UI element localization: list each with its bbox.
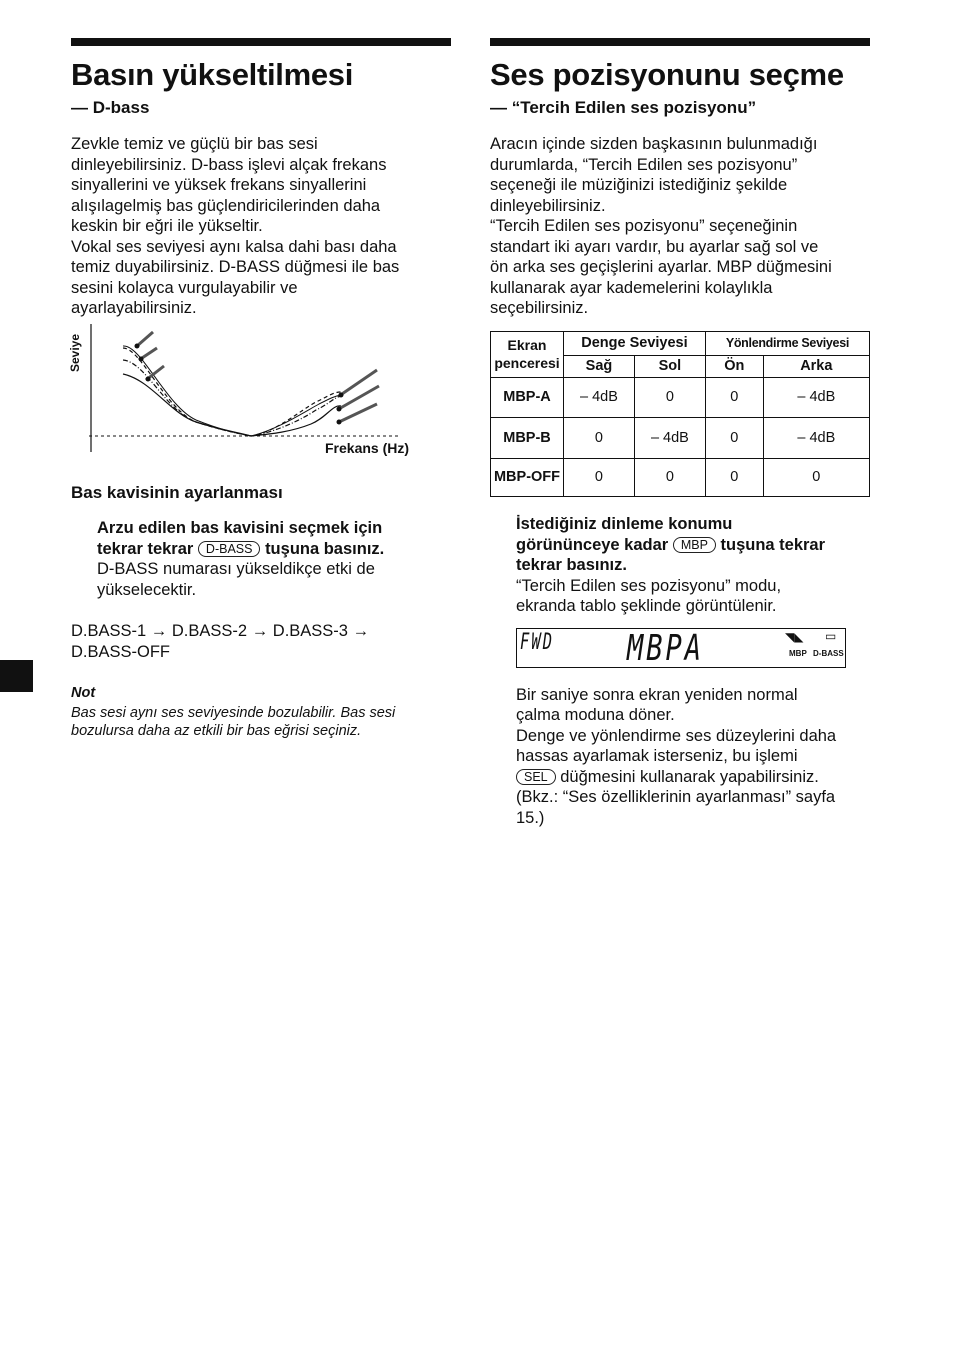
knob-marker [137,332,153,346]
step-detail: “Tercih Edilen ses pozisyonu” modu, [516,576,782,595]
table-cell: – 4dB [763,417,869,458]
text-line [516,767,876,788]
curve-2 [123,348,341,436]
text-line: çalma moduna döner. [516,706,675,724]
table-cell: 0 [705,417,763,458]
step-text-line [516,535,876,556]
text-line: düğmesini kullanarak yapabilirsiniz. [560,767,819,786]
table-header: Sağ [564,355,635,377]
page-side-tab [0,660,33,692]
arrow-icon: → [352,622,370,640]
table-cell: 0 [705,458,763,496]
text-line: seçebilirsiniz. [490,299,589,317]
text-line: ayarlayabilirsiniz. [71,299,197,317]
intro-paragraph [490,134,870,319]
note-text: bozulursa daha az etkili bir bas eğrisi seçiniz. [71,722,362,739]
sequence-item: D.BASS-2 [171,622,248,640]
text-line: sesini kolayca vurgulayabilir ve [71,278,298,297]
mbp-table [490,331,870,497]
page-title: Basın yükseltilmesi [71,57,354,92]
page-subtitle: — D-bass [71,98,150,117]
text-line: seçeneği ile müziğinizi istediğiniz şekilde [490,176,788,194]
header-text: Ekran [507,337,547,353]
curve-off [123,374,341,436]
text-line: Aracın içinde sizden başkasının bulunmadığı [490,135,818,153]
section-heading: Bas kavisinin ayarlanması [71,483,283,502]
curve-3 [123,346,341,436]
sequence-item: D.BASS-OFF [71,642,171,661]
page-subtitle: — “Tercih Edilen ses pozisyonu” [490,98,757,117]
sel-button[interactable]: SEL [516,769,556,785]
text-line: sinyallerini ve yüksek frekans sinyallerini [71,176,367,194]
header-text: penceresi [494,355,560,371]
lcd-dbass-indicator: D-BASS [813,648,844,658]
step-text: tekrar basınız. [516,556,627,574]
step-text: İstediğiniz dinleme konumu [516,515,733,533]
text-line: Zevkle temiz ve güçlü bir bas sesi [71,135,318,153]
text-line: durumlarda, “Tercih Edilen ses pozisyonu” [490,155,798,174]
table-cell: MBP-OFF [491,458,564,496]
lcd-display [516,628,846,668]
table-header: Ön [705,355,763,377]
display-icon: ▭ [825,628,837,643]
note-title: Not [71,685,96,701]
curve-point [339,393,344,398]
step-detail: D-BASS numarası yükseldikçe etki de [97,560,375,578]
note-block [71,683,451,740]
text-line: keskin bir eğri ile yükseltir. [71,217,263,235]
text-line: standart iki ayarı vardır, bu ayarlar sağ sol ve [490,237,819,256]
table-header: Arka [763,355,869,377]
table-header: Denge Seviyesi [564,331,706,355]
section-rule [490,38,870,46]
table-cell: 0 [634,377,705,417]
curve-point [135,344,140,349]
curve-point [337,420,342,425]
instruction-step [97,518,451,600]
table-cell: 0 [705,377,763,417]
intro-paragraph [71,134,451,319]
y-axis-label: Seviye [68,333,82,372]
step-text: tekrar tekrar [97,539,194,558]
curve-point [337,407,342,412]
text-line: temiz duyabilirsiniz. D-BASS düğmesi ile bas [71,258,400,276]
text-line: 15.) [516,808,545,827]
text-line: “Tercih Edilen ses pozisyonu” seçeneğinin [490,217,798,235]
sequence-item: D.BASS-1 [71,622,147,640]
curve-point [146,377,151,382]
table-row [491,377,870,417]
table-cell: 0 [634,458,705,496]
curve-point [139,357,144,362]
lcd-mbp-indicator: MBP [789,648,807,658]
table-cell: – 4dB [763,377,869,417]
table-row [491,458,870,496]
text-line: Bir saniye sonra ekran yeniden normal [516,685,798,704]
step-text-line [97,539,451,560]
lcd-left-text: FWD [520,629,555,655]
mode-sequence [71,621,451,662]
step-detail: ekranda tablo şeklinde görüntülenir. [516,597,777,615]
speaker-icon: ◥◣ [785,629,804,644]
step-text: görününceye kadar [516,535,669,554]
table-row [491,417,870,458]
left-column [71,38,451,319]
step-text: tuşuna tekrar [720,535,826,554]
table-header: Yönlendirme Seviyesi [705,331,869,355]
table-cell: – 4dB [564,377,635,417]
right-column [490,38,870,497]
table-cell: 0 [564,458,635,496]
arrow-icon: → [150,622,168,640]
step-text: tuşuna basınız. [265,539,385,558]
page-title: Ses pozisyonunu seçme [490,57,844,92]
sequence-item: D.BASS-3 [272,622,348,640]
table-cell: 0 [564,417,635,458]
table-header: Sol [634,355,705,377]
sequence-line [71,621,451,642]
text-line: Denge ve yönlendirme ses düzeylerini daha [516,726,837,745]
text-line: (Bkz.: “Ses özelliklerinin ayarlanması” sayfa [516,788,836,806]
step-detail: yükselecektir. [97,580,197,599]
mbp-instruction-step [516,514,876,828]
d-bass-button[interactable]: D-BASS [198,541,261,557]
text-line: hassas ayarlamak isterseniz, bu işlemi [516,747,798,765]
text-line: alışılagelmiş bas güçlendiricilerinden daha [71,196,381,215]
text-line: dinleyebilirsiniz. D-bass işlevi alçak frekans [71,155,387,174]
bass-curve-diagram [68,320,431,460]
text-line: dinleyebilirsiniz. [490,196,606,215]
x-axis-label: Frekans (Hz) [325,440,410,456]
text-line: Vokal ses seviyesi aynı kalsa dahi bası daha [71,237,397,256]
table-cell: – 4dB [634,417,705,458]
mbp-button[interactable]: MBP [673,537,716,553]
note-text: Bas sesi aynı ses seviyesinde bozulabilir. Bas sesi [71,704,396,721]
adjust-section [71,482,451,740]
table-header [491,331,564,377]
lcd-main-text: MBPA [627,627,705,669]
bass-curve-svg [71,320,431,460]
after-paragraph [516,685,876,829]
text-line: kullanarak ayar kademelerini kolaylıkla [490,278,773,297]
table-cell: 0 [763,458,869,496]
arrow-icon: → [251,622,269,640]
table-cell: MBP-B [491,417,564,458]
step-text: Arzu edilen bas kavisini seçmek için [97,519,383,537]
text-line: ön arka ses geçişlerini ayarlar. MBP düğmesini [490,258,832,276]
section-rule [71,38,451,46]
table-cell: MBP-A [491,377,564,417]
